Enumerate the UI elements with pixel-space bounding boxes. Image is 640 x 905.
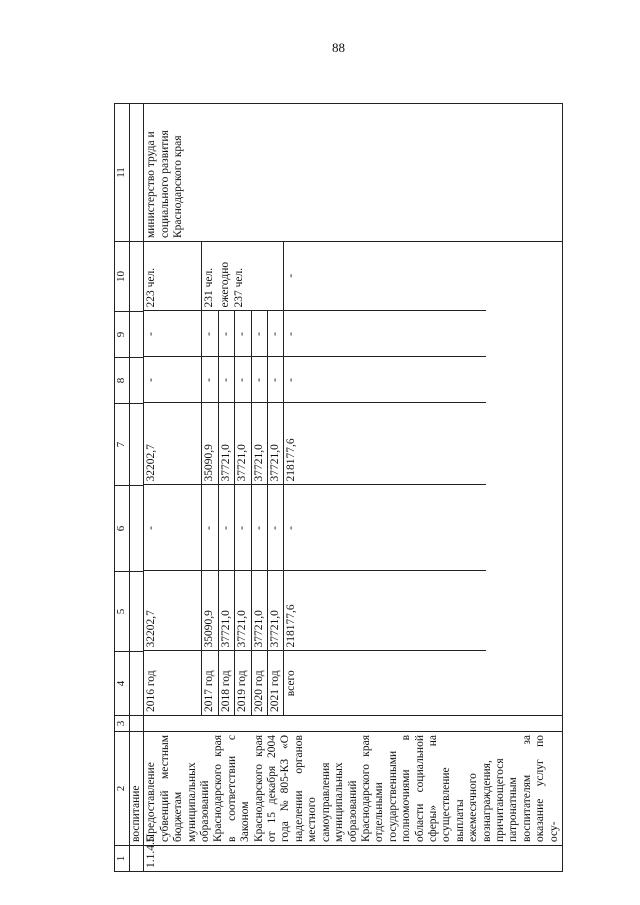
- year-col7: 35090,9: [202, 403, 218, 485]
- header-cell: 11: [115, 104, 130, 242]
- year-col6: -: [235, 485, 251, 571]
- program-table: [114, 103, 563, 872]
- year-col8: -: [218, 357, 234, 403]
- year-label: 2016 год: [144, 651, 202, 715]
- table-row: [144, 104, 563, 872]
- year-col7: 37721,0: [235, 403, 251, 485]
- year-col7: 218177,6: [284, 403, 487, 485]
- year-label: 2018 год: [218, 651, 234, 715]
- year-label: 2020 год: [251, 651, 267, 715]
- year-col8: -: [144, 357, 202, 403]
- year-col6: -: [202, 485, 218, 571]
- year-col9: -: [235, 311, 251, 357]
- year-total: 32202,7: [144, 571, 202, 651]
- year-col6: -: [251, 485, 267, 571]
- year-label: 2021 год: [268, 651, 284, 715]
- year-col7: 32202,7: [144, 403, 202, 485]
- year-result: ежегодно 237 чел.: [219, 261, 245, 308]
- year-row-total: [284, 241, 487, 715]
- year-total: 37721,0: [268, 571, 284, 651]
- year-col7: 37721,0: [218, 403, 234, 485]
- year-label: 2017 год: [202, 651, 218, 715]
- continuation-row: [130, 104, 144, 872]
- year-col8: -: [268, 357, 284, 403]
- year-result: 223 чел.: [145, 267, 158, 308]
- row-responsible: министерство труда и социального развития Краснодарского края: [144, 104, 563, 242]
- header-cell: 1: [115, 846, 130, 872]
- year-col6: -: [144, 485, 202, 571]
- year-total: 37721,0: [218, 571, 234, 651]
- header-cell: 5: [115, 572, 130, 652]
- header-cell: 7: [115, 404, 130, 486]
- year-col6: -: [218, 485, 234, 571]
- page-number: 88: [332, 40, 345, 55]
- year-col9: -: [251, 311, 267, 357]
- rotated-table-wrapper: [114, 104, 583, 872]
- year-total: 35090,9: [202, 571, 218, 651]
- year-col9: -: [218, 311, 234, 357]
- year-result: -: [284, 241, 487, 311]
- header-cell: 10: [115, 242, 130, 312]
- year-col8: -: [284, 357, 487, 403]
- header-row: [115, 104, 130, 872]
- year-result: 231 чел.: [202, 241, 218, 311]
- year-col6: -: [268, 485, 284, 571]
- year-subtable: [144, 241, 486, 715]
- year-col8: -: [202, 357, 218, 403]
- year-col7: 37721,0: [251, 403, 267, 485]
- year-col9: -: [268, 311, 284, 357]
- header-cell: 4: [115, 652, 130, 716]
- year-row: [268, 241, 284, 715]
- year-row: [202, 241, 218, 715]
- year-col9: -: [202, 311, 218, 357]
- continuation-text: воспитание: [130, 732, 144, 846]
- header-cell: 3: [115, 716, 130, 732]
- year-total: 218177,6: [284, 571, 487, 651]
- header-cell: 2: [115, 732, 130, 846]
- year-col9: -: [284, 311, 487, 357]
- year-row: [218, 241, 234, 715]
- year-total: 37721,0: [235, 571, 251, 651]
- year-label: 2019 год: [235, 651, 251, 715]
- row-description: Предоставление субвенций местным бюджетам муниципальных образований Краснодарского края в соответствии с Законом Краснодарского края от 15 декабря 2004 года №805-КЗ «О наделении органов местного самоуправления муниципальных образований Краснодарского края отдельными государственными полномочиями в области социальной сферы» на осуществление выплаты ежемесячного вознаграждения, причитающегося патронатным воспитателям за оказание услуг по осу-: [144, 732, 563, 846]
- year-col8: -: [251, 357, 267, 403]
- row-code: 1.1.4.5: [144, 846, 563, 872]
- header-cell: 6: [115, 486, 130, 572]
- year-row: [235, 241, 251, 715]
- year-label: всего: [284, 651, 487, 715]
- year-row: [144, 241, 202, 715]
- year-total: 37721,0: [251, 571, 267, 651]
- year-row: [251, 241, 267, 715]
- header-cell: 8: [115, 358, 130, 404]
- header-cell: 9: [115, 312, 130, 358]
- year-col7: 37721,0: [268, 403, 284, 485]
- year-col8: -: [235, 357, 251, 403]
- year-col6: -: [284, 485, 487, 571]
- year-col9: -: [144, 311, 202, 357]
